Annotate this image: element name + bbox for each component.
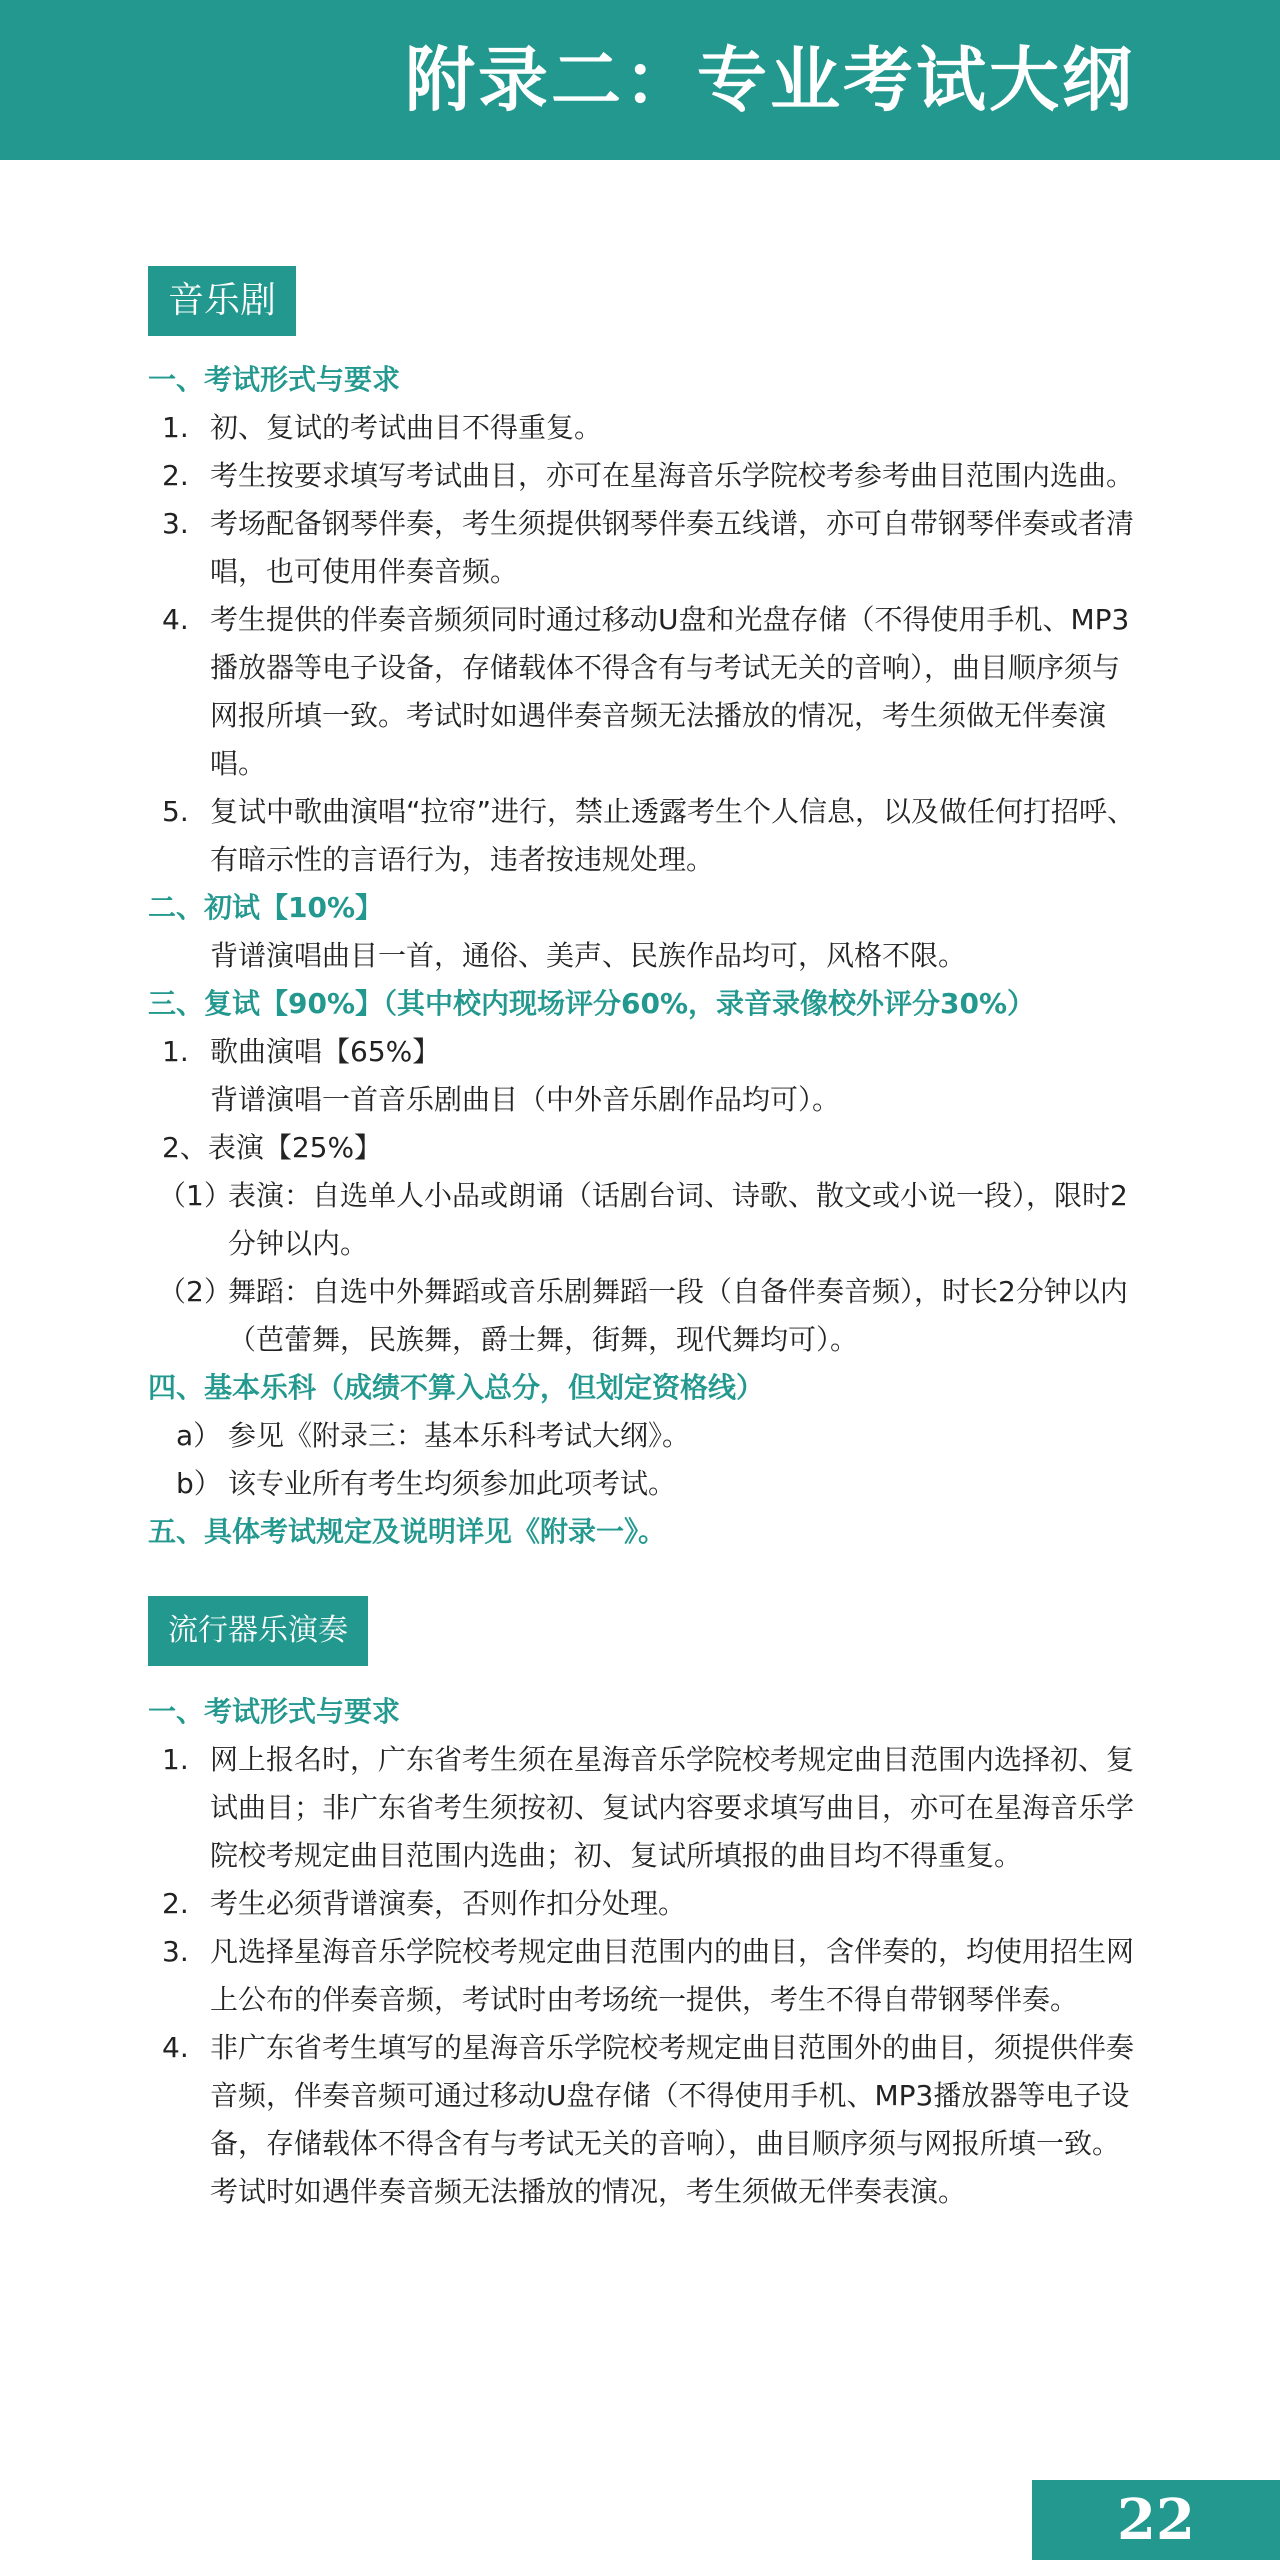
item-number: 2. [162,1887,189,1920]
section-label-pop-instrumental: 流行器乐演奏 [148,1596,368,1666]
heading-basic-music: 四、基本乐科（成绩不算入总分，但划定资格线） [148,1371,765,1404]
item-number: a） [176,1419,222,1452]
item-number: 3. [162,1935,189,1968]
item-number: 4. [162,2031,189,2064]
item-text: 表演：自选单人小品或朗诵（话剧台词、诗歌、散文或小说一段），限时2分钟以内。 [228,1179,1128,1260]
item-number: 1. [162,1743,189,1776]
list-item [148,1268,1138,1364]
section-musical [148,266,1138,1556]
heading-exam-format: 一、考试形式与要求 [148,363,401,396]
page-number: 22 [1117,2487,1195,2553]
list-item [148,2024,1138,2216]
item-number: b） [176,1467,222,1500]
section-label-musical: 音乐剧 [148,266,296,336]
performance-heading: 2、表演【25%】 [162,1131,383,1164]
heading-final: 三、复试【90%】（其中校内现场评分60%，录音录像校外评分30%） [148,987,1036,1020]
list-item [148,1880,1138,1928]
list-item [148,1736,1138,1880]
item-text: 参见《附录三：基本乐科考试大纲》。 [228,1419,691,1452]
item-number: 3. [162,507,189,540]
page-title: 附录二：专业考试大纲 [405,38,1135,121]
item-text: 歌曲演唱【65%】 [210,1035,441,1068]
list-item [148,1412,1138,1460]
item-text: 网上报名时，广东省考生须在星海音乐学院校考规定曲目范围内选择初、复试曲目；非广东省考生须按初、复试内容要求填写曲目，亦可在星海音乐学院校考规定曲目范围内选曲；初、复试所填报的曲目均不得重复。 [210,1743,1135,1872]
heading-rules-reference: 五、具体考试规定及说明详见《附录一》。 [148,1515,667,1548]
list-item [148,404,1138,452]
item-text: 考生提供的伴奏音频须同时通过移动U盘和光盘存储（不得使用手机、MP3播放器等电子设备，存储载体不得含有与考试无关的音响），曲目顺序须与网报所填一致。考试时如遇伴奏音频无法播放的情况，考生须做无伴奏演唱。 [210,603,1130,780]
item-text: 该专业所有考生均须参加此项考试。 [228,1467,677,1500]
item-text: 考场配备钢琴伴奏，考生须提供钢琴伴奏五线谱，亦可自带钢琴伴奏或者清唱，也可使用伴奏音频。 [210,507,1135,588]
list-item [148,452,1138,500]
list-item [148,1460,1138,1508]
list-item [148,500,1138,596]
preliminary-text: 背谱演唱曲目一首，通俗、美声、民族作品均可，风格不限。 [210,939,967,972]
item-text: 考生必须背谱演奏，否则作扣分处理。 [210,1887,687,1920]
document-content [148,266,1138,2216]
page-number-box [1032,2480,1280,2560]
list-item [148,1928,1138,2024]
heading-preliminary: 二、初试【10%】 [148,891,384,924]
list-item [148,1172,1138,1268]
item-number: 5. [162,795,189,828]
item-text: 非广东省考生填写的星海音乐学院校考规定曲目范围外的曲目，须提供伴奏音频，伴奏音频可通过移动U盘存储（不得使用手机、MP3播放器等电子设备，存储载体不得含有与考试无关的音响），曲目顺序须与网报所填一致。考试时如遇伴奏音频无法播放的情况，考生须做无伴奏表演。 [210,2031,1135,2208]
item-text: 凡选择星海音乐学院校考规定曲目范围内的曲目，含伴奏的，均使用招生网上公布的伴奏音频，考试时由考场统一提供，考生不得自带钢琴伴奏。 [210,1935,1135,2016]
header-band [0,0,1280,160]
singing-text: 背谱演唱一首音乐剧曲目（中外音乐剧作品均可）。 [210,1083,841,1116]
item-number: （1） [158,1179,232,1212]
item-text: 复试中歌曲演唱“拉帘”进行，禁止透露考生个人信息，以及做任何打招呼、有暗示性的言语行为，违者按违规处理。 [210,795,1136,876]
item-text: 考生按要求填写考试曲目，亦可在星海音乐学院校考参考曲目范围内选曲。 [210,459,1135,492]
item-text: 初、复试的考试曲目不得重复。 [210,411,603,444]
list-item [148,1028,1138,1076]
heading-exam-format: 一、考试形式与要求 [148,1695,401,1728]
item-number: （2） [158,1275,232,1308]
list-item [148,596,1138,788]
item-text: 舞蹈：自选中外舞蹈或音乐剧舞蹈一段（自备伴奏音频），时长2分钟以内（芭蕾舞，民族舞，爵士舞，街舞，现代舞均可）。 [228,1275,1128,1356]
section-pop-instrumental [148,1596,1138,2216]
list-item [148,788,1138,884]
item-number: 4. [162,603,189,636]
item-number: 1. [162,411,189,444]
item-number: 1. [162,1035,189,1068]
item-number: 2. [162,459,189,492]
